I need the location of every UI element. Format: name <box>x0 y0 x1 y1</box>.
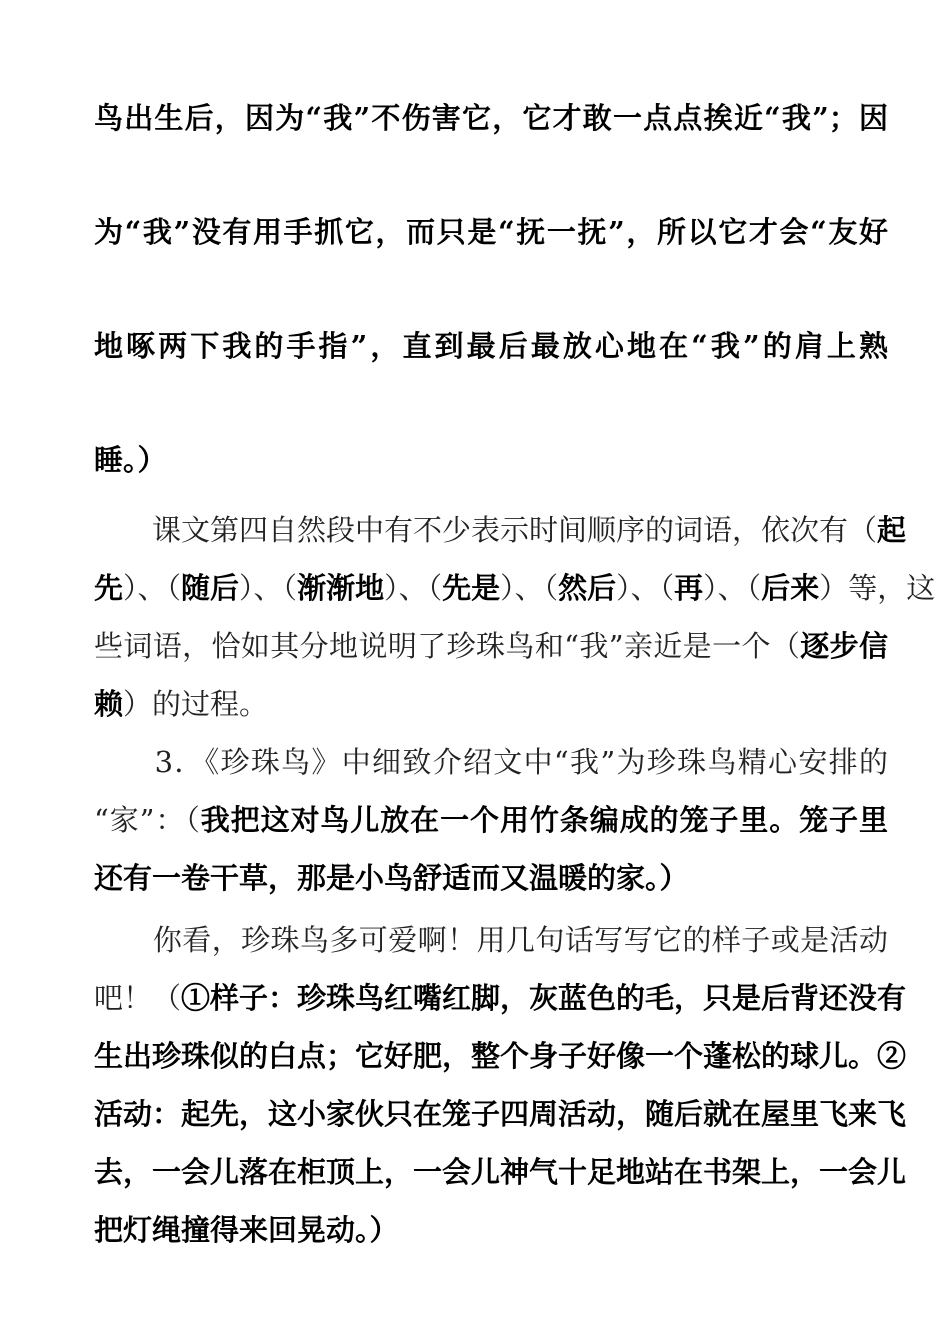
question-text: ）的过程。 <box>123 687 269 721</box>
answer-text: 生出珍珠似的白点；它好肥，整个身子好像一个蓬松的球儿。② <box>94 1039 907 1073</box>
text-line-7 <box>94 626 888 666</box>
question-text: 3．《珍珠鸟》中细致介绍文中“我”为珍珠鸟精心安排的 <box>94 745 888 779</box>
question-text: 些词语，恰如其分地说明了珍珠鸟和“我”亲近是一个（ <box>94 629 801 663</box>
text-line-5 <box>94 510 907 550</box>
text-line-15 <box>94 1094 907 1134</box>
question-text: 课文第四自然段中有不少表示时间顺序的词语，依次有（ <box>94 513 878 547</box>
question-text: ）、（ <box>703 571 762 605</box>
text-line-12 <box>94 920 888 960</box>
answer-text: 逐步信 <box>800 629 888 663</box>
answer-text: 去，一会儿落在柜顶上，一会儿神气十足地站在书架上，一会儿 <box>94 1155 907 1189</box>
answer-text: 鸟出生后，因为“我”不伤害它，它才敢一点点挨近“我”；因 <box>94 101 888 135</box>
text-line-13 <box>94 978 907 1018</box>
answer-text: 再 <box>674 571 704 605</box>
answer-text: 起 <box>877 513 907 547</box>
answer-text: 赖 <box>94 687 124 721</box>
answer-text: 先 <box>94 571 124 605</box>
question-text: “家”：（ <box>94 803 201 837</box>
text-line-4 <box>94 440 888 480</box>
answer-text: 还有一卷干草，那是小鸟舒适而又温暖的家。） <box>94 861 689 895</box>
question-text: ）、（ <box>616 571 675 605</box>
answer-text: ①样子：珍珠鸟红嘴红脚，灰蓝色的毛，只是后背还没有 <box>181 981 907 1015</box>
question-text: 吧！（ <box>94 981 182 1015</box>
answer-text: 地啄两下我的手指”，直到最后最放心地在“我”的肩上熟 <box>94 329 888 363</box>
answer-text: 把灯绳撞得来回晃动。） <box>94 1213 399 1247</box>
question-text: ）等，这 <box>819 571 936 605</box>
question-text: ）、（ <box>123 571 182 605</box>
text-line-6 <box>94 568 936 608</box>
question-text: ）、（ <box>384 571 443 605</box>
answer-text: 为“我”没有用手抓它，而只是“抚一抚”，所以它才会“友好 <box>94 215 888 249</box>
answer-text: 我把这对鸟儿放在一个用竹条编成的笼子里。笼子里 <box>200 803 888 837</box>
answer-text: 先是 <box>442 571 501 605</box>
question-text: ）、（ <box>500 571 559 605</box>
text-line-8 <box>94 684 888 724</box>
question-text: ）、（ <box>239 571 298 605</box>
text-line-2 <box>94 212 888 252</box>
question-text: 你看，珍珠鸟多可爱啊！用几句话写写它的样子或是活动 <box>94 923 888 957</box>
answer-text: 随后 <box>181 571 240 605</box>
text-line-17 <box>94 1210 888 1250</box>
text-line-14 <box>94 1036 907 1076</box>
answer-text: 活动：起先，这小家伙只在笼子四周活动，随后就在屋里飞来飞 <box>94 1097 907 1131</box>
answer-text: 后来 <box>761 571 820 605</box>
text-line-3 <box>94 326 888 366</box>
text-line-16 <box>94 1152 907 1192</box>
text-line-10 <box>94 800 888 840</box>
text-line-1 <box>94 98 888 138</box>
text-line-11 <box>94 858 888 898</box>
answer-text: 然后 <box>558 571 617 605</box>
answer-text: 渐渐地 <box>297 571 385 605</box>
text-line-9 <box>94 742 888 782</box>
answer-text: 睡。） <box>94 443 167 477</box>
